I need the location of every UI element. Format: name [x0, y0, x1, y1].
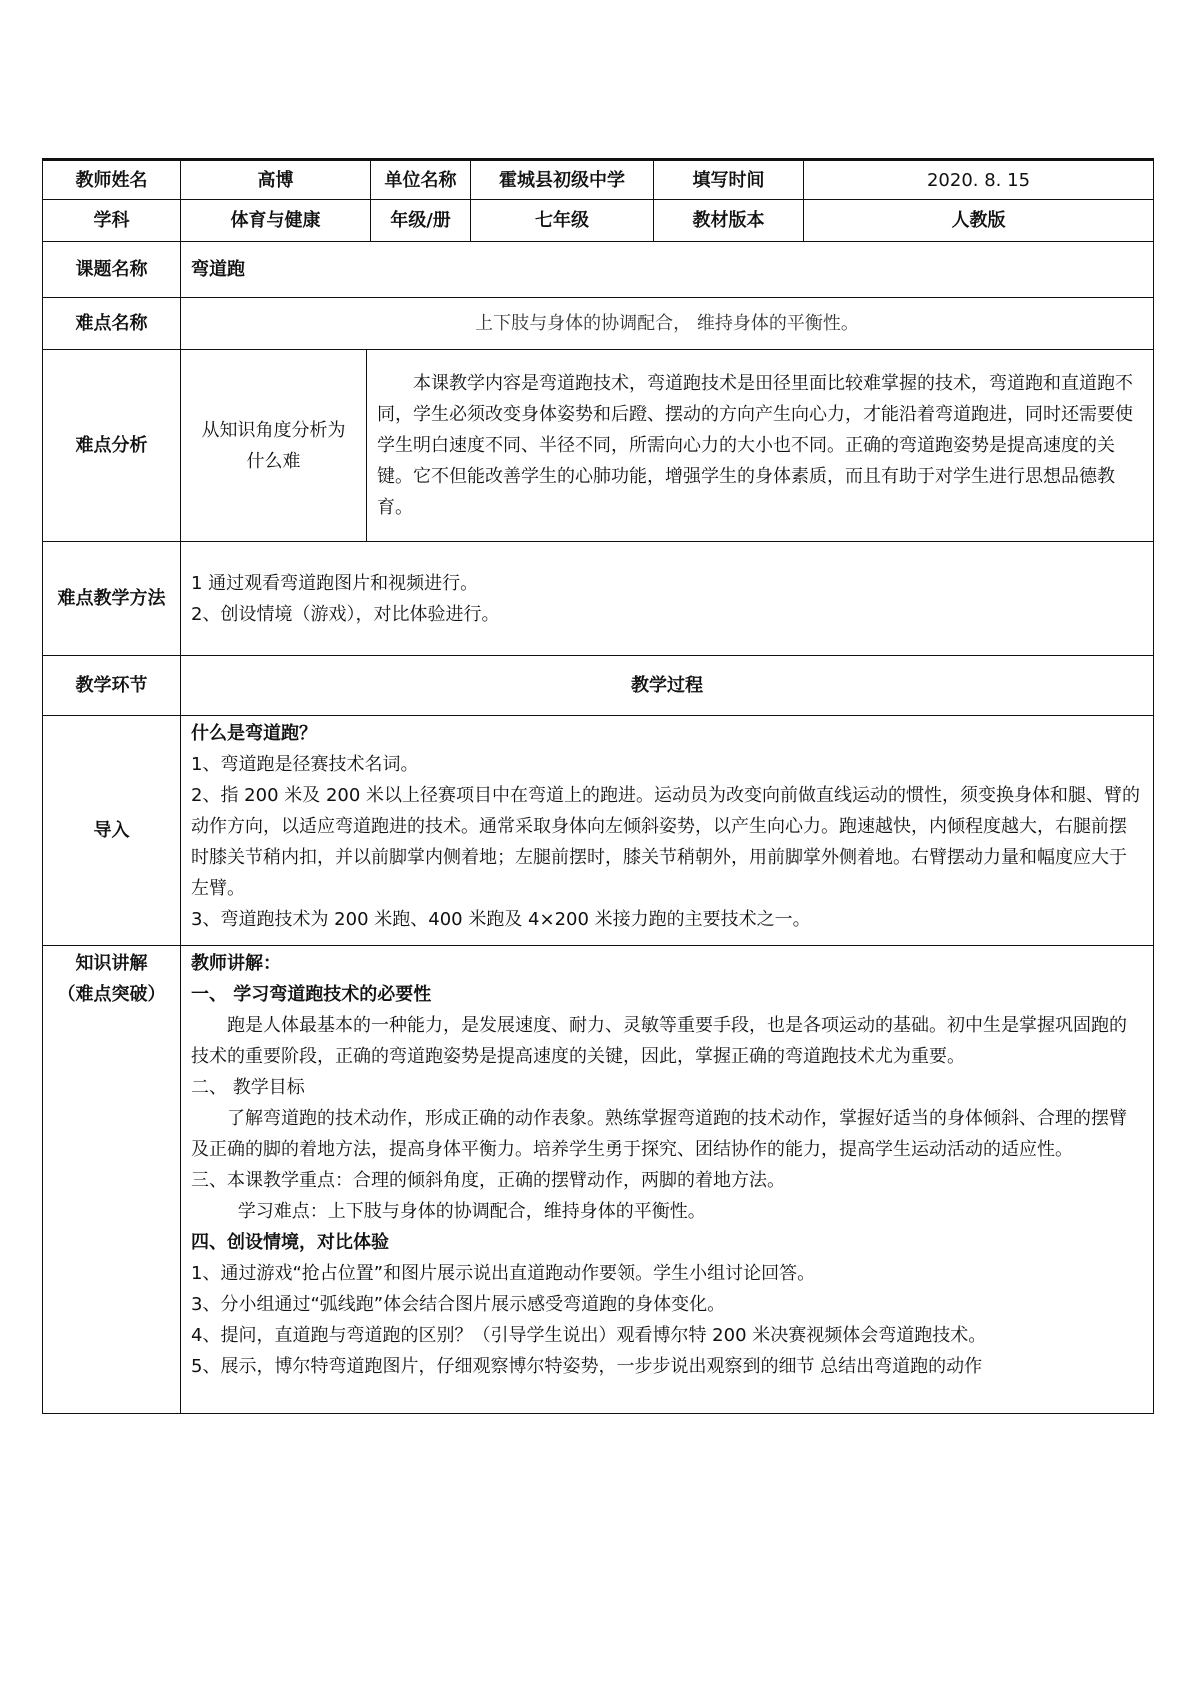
- teacher-name-value: 高博: [181, 160, 371, 200]
- section-1-text: 跑是人体最基本的一种能力，是发展速度、耐力、灵敏等重要手段，也是各项运动的基础。初中生是掌握巩固跑的技术的重要阶段，正确的弯道跑姿势是提高速度的关键，因此，掌握正确的弯道跑技术尤为重要。: [191, 1015, 1127, 1067]
- topic-label: 课题名称: [43, 242, 181, 298]
- section-3-text: 三、本课教学重点：合理的倾斜角度，正确的摆臂动作，两脚的着地方法。: [191, 1170, 785, 1191]
- grade-label: 年级/册: [371, 200, 471, 242]
- method-label: 难点教学方法: [43, 542, 181, 656]
- unit-name-label: 单位名称: [371, 160, 471, 200]
- teacher-explain: 教师讲解：: [191, 953, 281, 974]
- item-3: 3、分小组通过“弧线跑”体会结合图片展示感受弯道跑的身体变化。: [191, 1294, 726, 1315]
- analysis-text: 本课教学内容是弯道跑技术，弯道跑技术是田径里面比较难掌握的技术，弯道跑和直道跑不同，学生必须改变身体姿势和后蹬、摆动的方向产生向心力，才能沿着弯道跑进，同时还需要使学生明白速度不同、半径不同，所需向心力的大小也不同。正确的弯道跑姿势是提高速度的关键。它不但能改善学生的心肺功能，增强学生的身体素质，而且有助于对学生进行思想品德教育。: [377, 373, 1133, 518]
- fill-time-value: 2020. 8. 15: [804, 160, 1154, 200]
- method-line-1: 1 通过观看弯道跑图片和视频进行。: [191, 572, 479, 594]
- section-4-heading: 四、创设情境，对比体验: [191, 1232, 389, 1253]
- lesson-plan-table: [42, 158, 1154, 1414]
- method-line-2: 2、创设情境（游戏），对比体验进行。: [191, 603, 500, 625]
- intro-row: [43, 716, 1154, 946]
- intro-p3: 3、弯道跑技术为 200 米跑、400 米跑及 4×200 米接力跑的主要技术之一。: [191, 909, 811, 930]
- intro-p2: 2、指 200 米及 200 米以上径赛项目中在弯道上的跑进。运动员为改变向前做直线运动的惯性，须变换身体和腿、臂的动作方向，以适应弯道跑进的技术。通常采取身体向左倾斜姿势，以产生向心力。跑速越快，内倾程度越大，右腿前摆时膝关节稍内扣，并以前脚掌内侧着地；左腿前摆时，膝关节稍朝外，用前脚掌外侧着地。右臂摆动力量和幅度应大于左臂。: [191, 785, 1141, 899]
- difficulty-value: 上下肢与身体的协调配合， 维持身体的平衡性。: [181, 298, 1154, 350]
- intro-p1: 1、弯道跑是径赛技术名词。: [191, 754, 419, 775]
- intro-cell: [181, 716, 1154, 946]
- topic-row: [43, 242, 1154, 298]
- section-2-heading: 二、 教学目标: [191, 1077, 305, 1098]
- difficulty-row: [43, 298, 1154, 350]
- topic-value: 弯道跑: [181, 242, 1154, 298]
- difficulty-label: 难点名称: [43, 298, 181, 350]
- edition-label: 教材版本: [654, 200, 804, 242]
- method-cell: [181, 542, 1154, 656]
- lesson-plan-page: [42, 158, 1153, 1414]
- item-1: 1、通过游戏“抢占位置”和图片展示说出直道跑动作要领。学生小组讨论回答。: [191, 1263, 816, 1284]
- teacher-name-label: 教师姓名: [43, 160, 181, 200]
- section-2-text: 了解弯道跑的技术动作，形成正确的动作表象。熟练掌握弯道跑的技术动作，掌握好适当的身体倾斜、合理的摆臂及正确的脚的着地方法，提高身体平衡力。培养学生勇于探究、团结协作的能力，提高学生运动活动的适应性。: [191, 1108, 1127, 1160]
- knowledge-sub-label: （难点突破）: [57, 984, 166, 1005]
- method-row: [43, 542, 1154, 656]
- analysis-text-cell: [367, 350, 1154, 542]
- edition-value: 人教版: [804, 200, 1154, 242]
- fill-time-label: 填写时间: [654, 160, 804, 200]
- process-header-row: [43, 656, 1154, 716]
- grade-value: 七年级: [471, 200, 654, 242]
- unit-name-value: 霍城县初级中学: [471, 160, 654, 200]
- subject-value: 体育与健康: [181, 200, 371, 242]
- knowledge-cell: [181, 946, 1154, 1414]
- analysis-row: [43, 350, 1154, 542]
- subject-label: 学科: [43, 200, 181, 242]
- analysis-label: 难点分析: [43, 350, 181, 542]
- analysis-sub-label: 从知识角度分析为什么难: [181, 350, 367, 542]
- header-row-1: [43, 160, 1154, 200]
- item-4: 4、提问，直道跑与弯道跑的区别？（引导学生说出）观看博尔特 200 米决赛视频体会弯道跑技术。: [191, 1325, 987, 1346]
- stage-header-label: 教学环节: [43, 656, 181, 716]
- item-5: 5、展示，博尔特弯道跑图片，仔细观察博尔特姿势，一步步说出观察到的细节 总结出弯道跑的动作: [191, 1356, 983, 1377]
- intro-label: 导入: [43, 716, 181, 946]
- section-1-heading: 一、 学习弯道跑技术的必要性: [191, 984, 432, 1005]
- knowledge-label-cell: [43, 946, 181, 1414]
- process-header-label: 教学过程: [181, 656, 1154, 716]
- knowledge-row: [43, 946, 1154, 1414]
- learning-difficulty: 学习难点：上下肢与身体的协调配合，维持身体的平衡性。: [237, 1201, 706, 1222]
- knowledge-label: 知识讲解: [75, 953, 148, 974]
- intro-title: 什么是弯道跑？: [191, 723, 317, 744]
- header-row-2: [43, 200, 1154, 242]
